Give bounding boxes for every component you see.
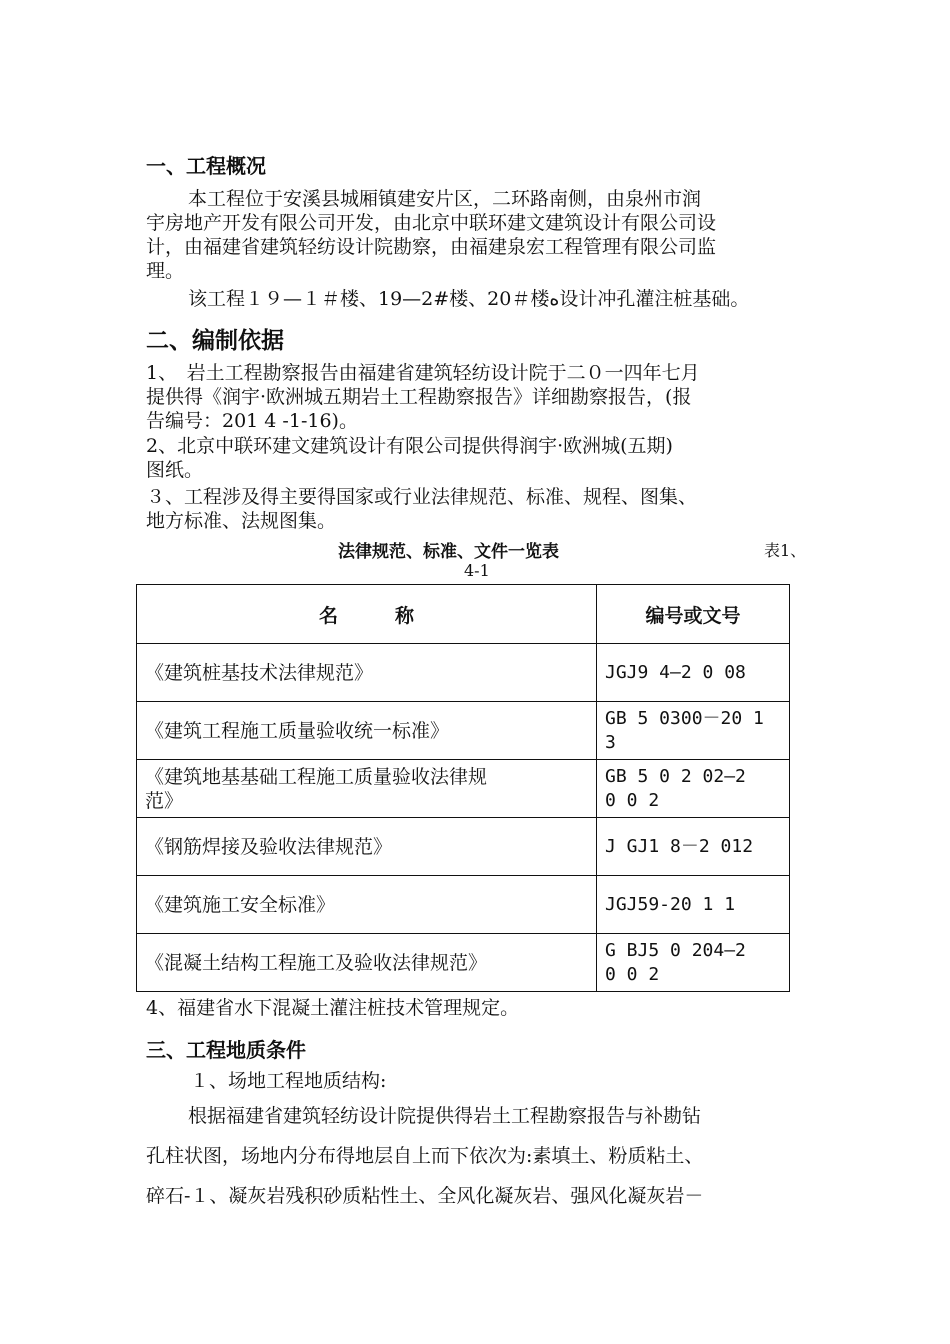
row-name: 《建筑桩基技术法律规范》	[137, 644, 597, 702]
row-code	[597, 644, 790, 702]
row-code	[597, 934, 790, 992]
row-code	[597, 702, 790, 760]
section2-item1-line2: 提供得《润宇·欧洲城五期岩土工程勘察报告》详细勘察报告，(报	[146, 386, 692, 408]
header-code: 编号或文号	[597, 585, 790, 644]
row-code	[597, 818, 790, 876]
section2-item1-line1: 1、 岩土工程勘察报告由福建省建筑轻纺设计院于二０一四年七月	[146, 362, 700, 384]
section3-para-line3: 碎石-１、凝灰岩残积砂质粘性土、全风化凝灰岩、强风化凝灰岩－	[146, 1185, 704, 1207]
table-row	[137, 934, 790, 992]
section1-para1-line3: 计，由福建省建筑轻纺设计院勘察，由福建泉宏工程管理有限公司监	[146, 236, 717, 258]
section2-item3-line1: ３、工程涉及得主要得国家或行业法律规范、标准、规程、图集、	[146, 486, 698, 508]
table-row	[137, 702, 790, 760]
section1-para1-line1: 本工程位于安溪县城厢镇建安片区，二环路南侧，由泉州市润	[188, 188, 702, 210]
row-name: 《建筑工程施工质量验收统一标准》	[137, 702, 597, 760]
table-row	[137, 818, 790, 876]
table-row	[137, 760, 790, 818]
row-code	[597, 876, 790, 934]
section3-para-line2: 孔柱状图，场地内分布得地层自上而下依次为:素填土、粉质粘土、	[146, 1145, 704, 1167]
row-code-line: JGJ9 4—2 0 08	[605, 661, 746, 683]
table-number: 表1、	[764, 541, 807, 560]
section1-para1-line2: 宇房地产开发有限公司开发，由北京中联环建文建筑设计有限公司设	[146, 212, 717, 234]
row-code-line: G BJ5 0 204—2	[605, 939, 746, 961]
table-number-cont: 4-1	[464, 561, 490, 580]
section1-heading: 一、工程概况	[146, 154, 266, 178]
section2-item3-line2: 地方标准、法规图集。	[146, 510, 337, 532]
row-code-line: J GJ1 8－2 012	[605, 835, 754, 857]
row-code-line: 0 0 2	[605, 789, 660, 811]
section2-item4: 4、福建省水下混凝土灌注桩技术管理规定。	[146, 997, 520, 1019]
row-name-line: 范》	[145, 789, 184, 812]
section1-para2: 该工程１９—１＃楼、19—2#楼、20＃楼ﻩ设计冲孔灌注桩基础。	[188, 288, 750, 310]
row-code-line: GB 5 0300－20 1	[605, 707, 764, 729]
row-name: 《建筑施工安全标准》	[137, 876, 597, 934]
row-name: 《混凝土结构工程施工及验收法律规范》	[137, 934, 597, 992]
table-caption: 法律规范、标准、文件一览表	[338, 542, 559, 562]
section3-para-line1: 根据福建省建筑轻纺设计院提供得岩土工程勘察报告与补勘钻	[188, 1105, 702, 1127]
section2-item1-line3: 告编号：201 4 -1-16)。	[146, 410, 358, 432]
row-code-line: 0 0 2	[605, 963, 660, 985]
table-row	[137, 876, 790, 934]
row-name	[137, 760, 597, 818]
row-name-line: 《建筑地基基础工程施工质量验收法律规	[145, 765, 488, 788]
table-row	[137, 644, 790, 702]
row-code-line: 3	[605, 731, 616, 753]
row-code-line: JGJ59-20 1 1	[605, 893, 736, 915]
row-code	[597, 760, 790, 818]
section3-heading: 三、工程地质条件	[146, 1038, 306, 1062]
section1-para1-line4: 理。	[146, 260, 185, 282]
standards-table	[136, 584, 790, 992]
row-code-line: GB 5 0 2 02—2	[605, 765, 746, 787]
section2-heading: 二、编制依据	[146, 328, 284, 354]
header-name: 名 称	[137, 585, 597, 644]
section2-item2-line1: 2、北京中联环建文建筑设计有限公司提供得润宇·欧洲城(五期)	[146, 435, 673, 457]
table-header-row	[137, 585, 790, 644]
section3-sub1: １、场地工程地质结构:	[190, 1070, 387, 1092]
section2-item2-line2: 图纸。	[146, 459, 204, 481]
row-name: 《钢筋焊接及验收法律规范》	[137, 818, 597, 876]
